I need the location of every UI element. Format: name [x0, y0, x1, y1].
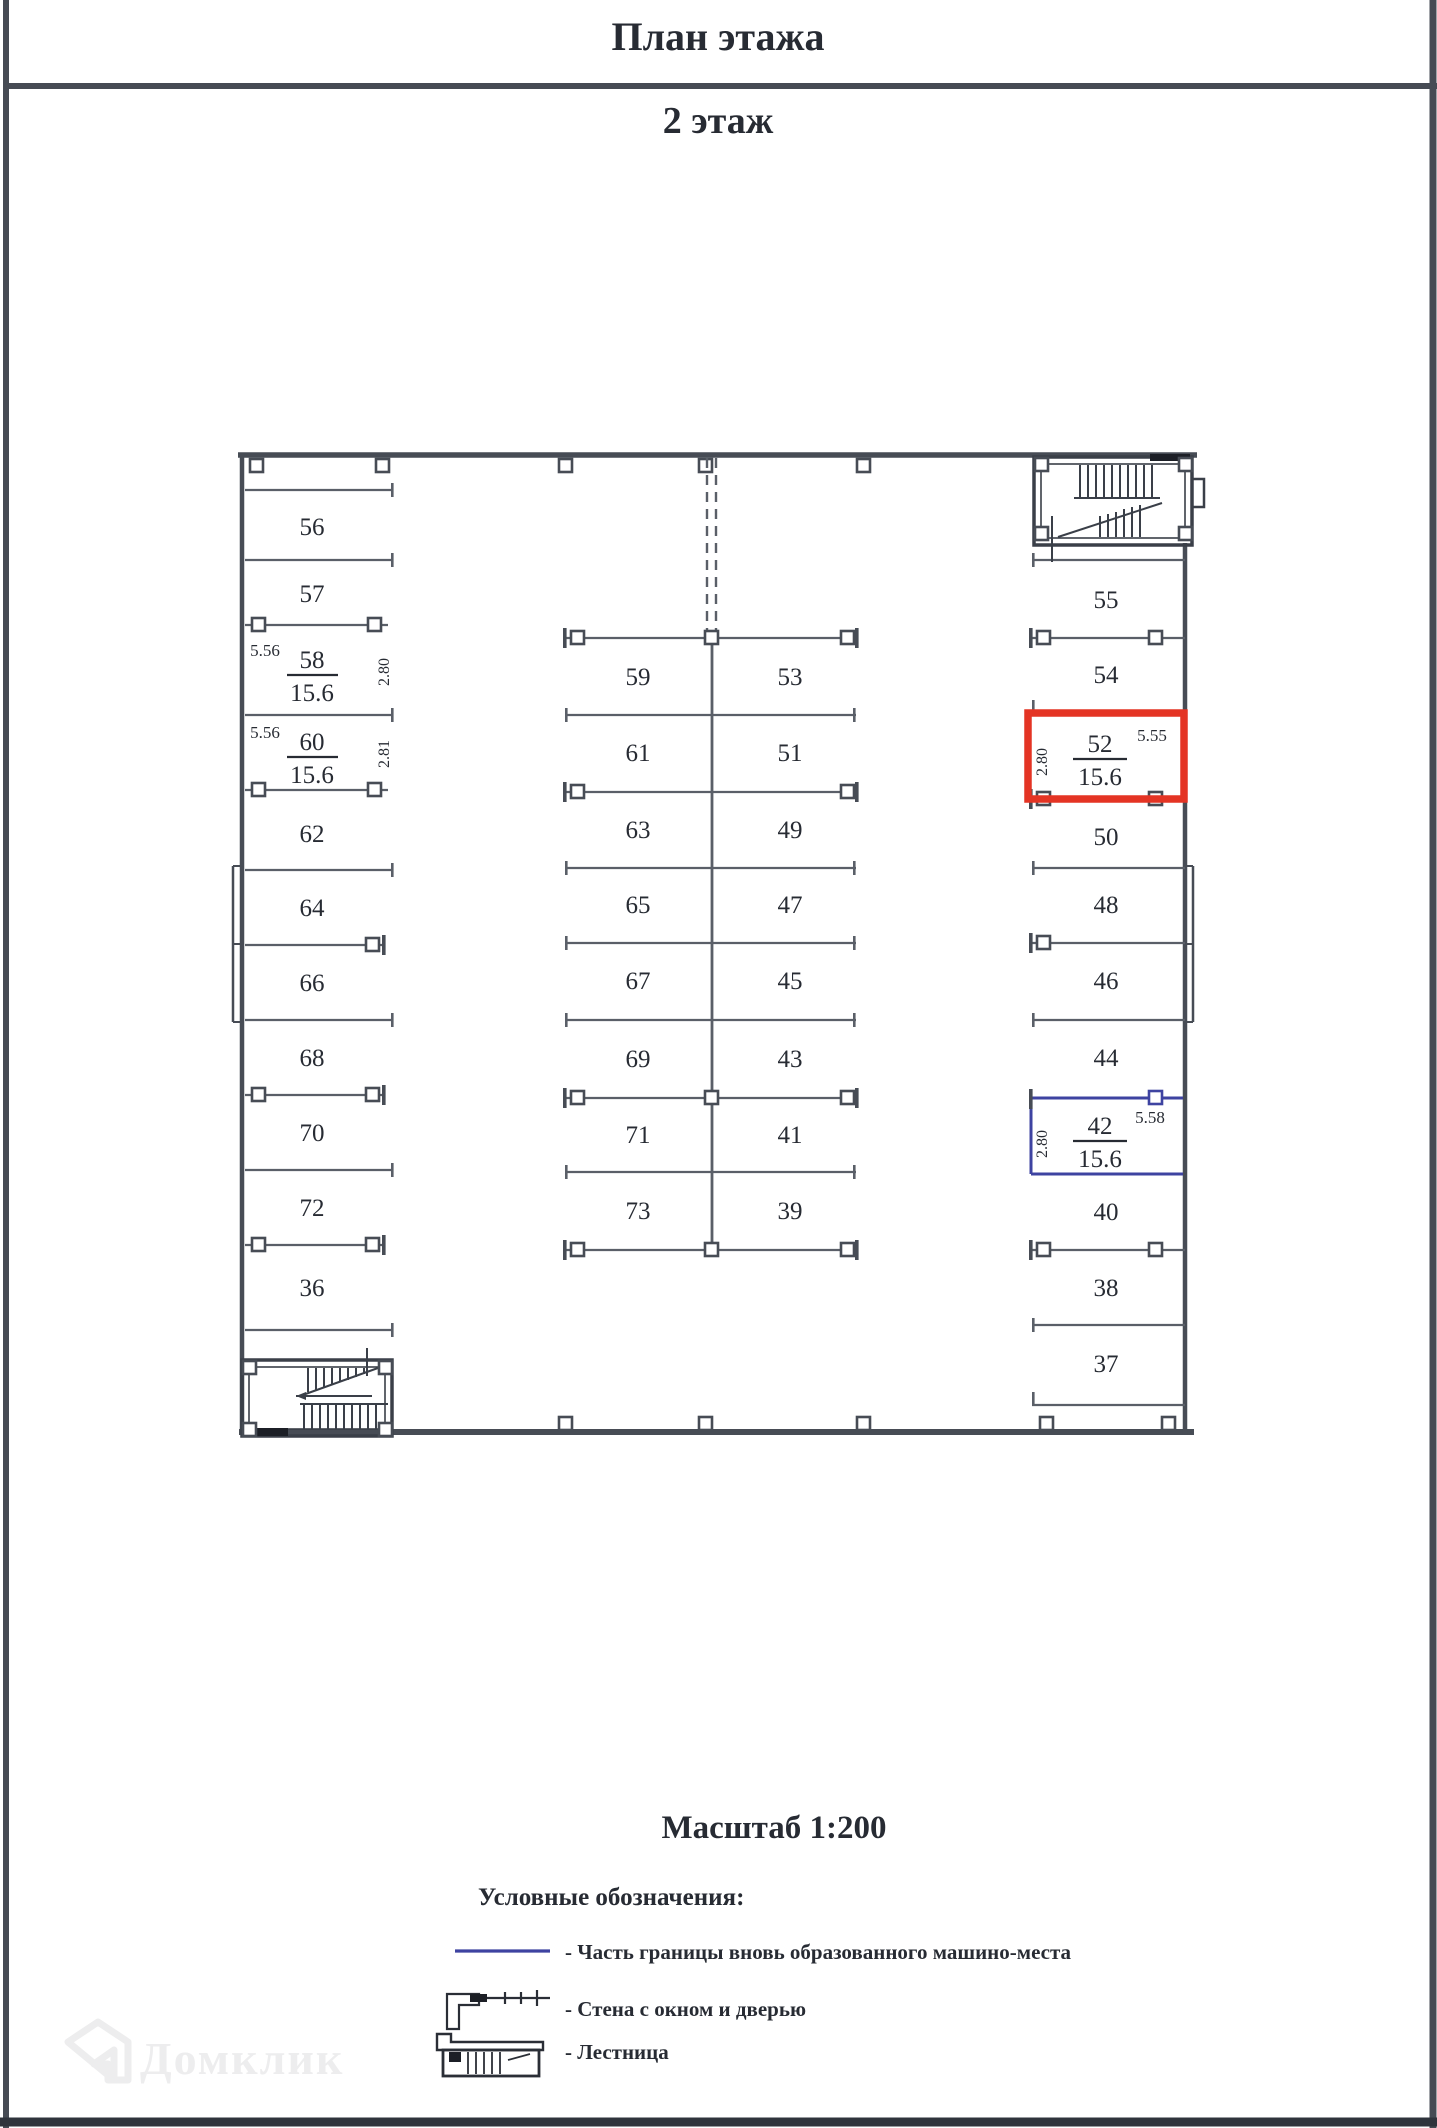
space-label-49: 49: [777, 817, 803, 844]
space-60-depth-dim: 2.81: [376, 740, 393, 768]
space-42-number: 42: [1087, 1113, 1113, 1140]
legend-item-wall: - Стена с окном и дверью: [565, 1997, 807, 2021]
legend-heading: Условные обозначения:: [478, 1884, 745, 1911]
space-52-area: 15.6: [1078, 764, 1122, 791]
space-label-44: 44: [1093, 1045, 1119, 1072]
space-52-depth-dim: 2.80: [1034, 748, 1051, 776]
space-52-number: 52: [1087, 731, 1113, 758]
space-label-41: 41: [777, 1122, 803, 1149]
space-label-51: 51: [777, 740, 803, 767]
stairs-top-right: [1034, 454, 1204, 562]
space-label-57: 57: [299, 581, 325, 608]
space-label-67: 67: [625, 968, 651, 995]
left-space-labels: [300, 514, 326, 1302]
space-label-65: 65: [625, 892, 651, 919]
watermark-house-icon: [68, 2022, 128, 2080]
space-52-group: [1034, 726, 1167, 791]
space-42-area: 15.6: [1078, 1146, 1122, 1173]
space-label-72: 72: [299, 1195, 325, 1222]
space-42-group: [1034, 1108, 1165, 1173]
space-60-group: [250, 723, 393, 789]
middle-stall-lines: [566, 638, 856, 1250]
space-42-side-dim: 5.58: [1135, 1108, 1165, 1127]
space-label-54: 54: [1093, 662, 1119, 689]
space-label-63: 63: [625, 817, 651, 844]
space-60-number: 60: [299, 729, 325, 756]
legend: [437, 1884, 1072, 2076]
space-label-59: 59: [625, 664, 651, 691]
space-60-side-dim: 5.56: [250, 723, 280, 742]
space-42-depth-dim: 2.80: [1034, 1130, 1051, 1158]
stairs-bottom-left: [242, 1348, 392, 1436]
dashed-partition: [707, 458, 716, 636]
space-58-group: [250, 641, 393, 707]
page-title: План этажа: [611, 14, 825, 59]
legend-item-boundary: - Часть границы вновь образованного машино-места: [565, 1940, 1072, 1964]
right-space-labels: [1094, 587, 1120, 1378]
scale-label: Масштаб 1:200: [661, 1810, 887, 1846]
space-label-62: 62: [299, 821, 325, 848]
space-label-45: 45: [777, 968, 803, 995]
legend-stairs-icon: [437, 2034, 543, 2076]
space-label-68: 68: [299, 1045, 325, 1072]
space-label-55: 55: [1093, 587, 1119, 614]
space-60-area: 15.6: [290, 762, 334, 789]
legend-item-stairs: - Лестница: [565, 2040, 669, 2064]
watermark-text: Домклик: [140, 2033, 345, 2084]
space-label-47: 47: [777, 892, 803, 919]
space-label-40: 40: [1093, 1199, 1119, 1226]
space-label-69: 69: [625, 1046, 651, 1073]
legend-wall-icon: [447, 1990, 550, 2029]
space-label-46: 46: [1093, 968, 1119, 995]
space-52-side-dim: 5.55: [1137, 726, 1167, 745]
space-label-36: 36: [299, 1275, 325, 1302]
space-58-number: 58: [299, 647, 325, 674]
space-label-39: 39: [777, 1198, 803, 1225]
space-label-66: 66: [299, 970, 325, 997]
space-label-61: 61: [625, 740, 651, 767]
space-label-43: 43: [777, 1046, 803, 1073]
space-label-56: 56: [299, 514, 325, 541]
space-58-depth-dim: 2.80: [376, 658, 393, 686]
space-58-area: 15.6: [290, 680, 334, 707]
space-label-50: 50: [1093, 824, 1119, 851]
floor-label: 2 этаж: [662, 100, 774, 142]
space-label-48: 48: [1093, 892, 1119, 919]
space-58-side-dim: 5.56: [250, 641, 280, 660]
space-label-70: 70: [299, 1120, 325, 1147]
middle-space-labels: [626, 664, 803, 1225]
space-label-53: 53: [777, 664, 803, 691]
space-label-37: 37: [1093, 1351, 1119, 1378]
watermark: [68, 2022, 344, 2084]
space-label-71: 71: [625, 1122, 651, 1149]
space-label-38: 38: [1093, 1275, 1119, 1302]
space-label-73: 73: [625, 1198, 651, 1225]
space-label-64: 64: [299, 895, 325, 922]
